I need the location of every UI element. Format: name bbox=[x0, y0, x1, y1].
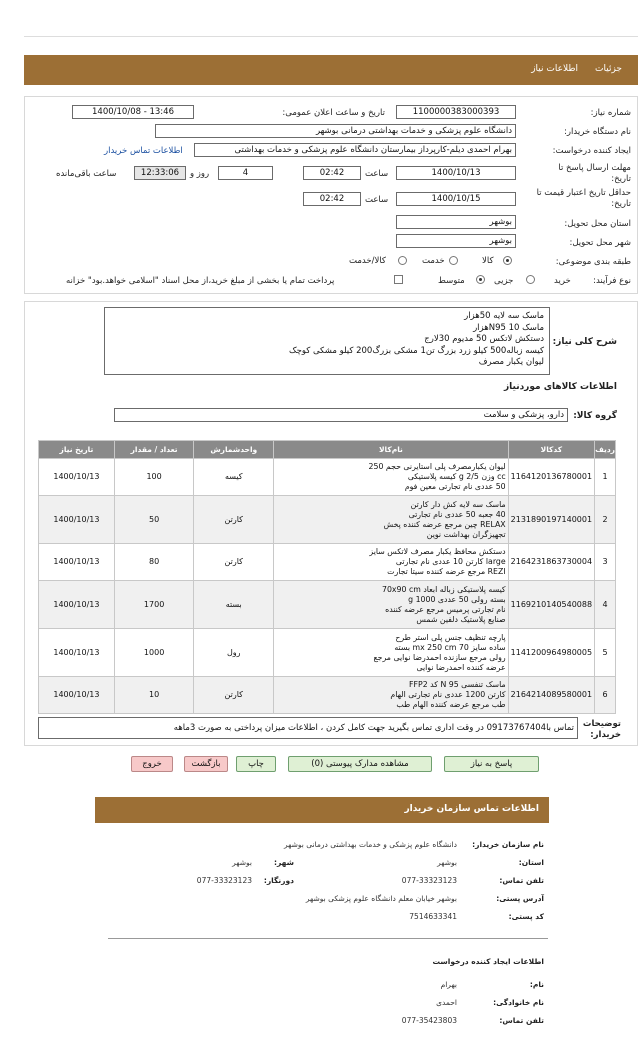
city-field: بوشهر bbox=[396, 234, 516, 248]
col-header-code: کدکالا bbox=[508, 441, 594, 459]
cell-date: 1400/10/13 bbox=[39, 459, 115, 496]
table-row bbox=[39, 677, 616, 714]
contact-postal-value: 7514633341 bbox=[409, 912, 457, 921]
cell-unit: کارتن bbox=[194, 677, 274, 714]
creator-family-value: احمدی bbox=[436, 998, 457, 1007]
contact-divider bbox=[108, 938, 548, 939]
col-header-unit: واحدشمارش bbox=[194, 441, 274, 459]
days-label: روز و bbox=[190, 169, 210, 179]
cell-name: کیسه پلاستیکی زباله ابعاد 70x90 cm بسته رولی 50 عددی 1000 g نام تجارتی پرمیس مرجع عرضه کننده صنایع پلاستیک دلفین شمس bbox=[274, 581, 509, 629]
cell-name: دستکش محافظ یکبار مصرف لاتکس سایز large کارتن 10 عددی نام تجارتی REZI مرجع عرضه کننده سیتا تجارت bbox=[274, 544, 509, 581]
col-header-date: تاریخ نیاز bbox=[39, 441, 115, 459]
contact-fax-value: 077-33323123 bbox=[196, 876, 252, 885]
contact-province-value: بوشهر bbox=[437, 858, 457, 867]
summary-line: ماسک N95 10هزار bbox=[473, 322, 544, 333]
tab-details[interactable]: جزئیات bbox=[595, 64, 622, 74]
cell-code: 1164120136780001 bbox=[508, 459, 594, 496]
attachments-button[interactable]: مشاهده مدارک پیوستی (0) bbox=[288, 756, 432, 772]
cell-unit: کارتن bbox=[194, 496, 274, 544]
cell-index: 3 bbox=[595, 544, 616, 581]
cell-date: 1400/10/13 bbox=[39, 677, 115, 714]
col-header-index: ردیف bbox=[595, 441, 616, 459]
cell-name: ماسک تنفسی N 95 کد FFP2 کارتن 1200 عددی نام تجارتی الهام طب مرجع عرضه کننده الهام طب bbox=[274, 677, 509, 714]
cell-code: 2164214089580001 bbox=[508, 677, 594, 714]
reply-time-label: ساعت bbox=[365, 169, 389, 179]
exit-button[interactable]: خروج bbox=[131, 756, 173, 772]
contact-province-label: استان: bbox=[518, 858, 544, 867]
table-row bbox=[39, 459, 616, 496]
contact-org-label: نام سازمان خریدار: bbox=[472, 840, 544, 849]
cell-name: ماسک سه لایه کش دار کارتن 40 جعبه 50 عددی نام تجارتی RELAX چین مرجع عرضه کننده پخش تجهیزگران بهداشت نوین bbox=[274, 496, 509, 544]
creator-label: ایجاد کننده درخواست: bbox=[552, 146, 631, 156]
creator-tel-label: تلفن تماس: bbox=[499, 1016, 544, 1025]
tab-need-info[interactable]: اطلاعات نیاز bbox=[531, 64, 578, 74]
summary-line: کیسه زباله500 کیلو زرد بزرگ تن1 مشکی بزرگ200 کیلو مشکی کوچک bbox=[288, 345, 544, 356]
cell-code: 1141200964980005 bbox=[508, 629, 594, 677]
reply-time-field: 02:42 bbox=[303, 166, 361, 180]
city-label: شهر محل تحویل: bbox=[569, 238, 631, 248]
radio-medium-label: متوسط bbox=[438, 276, 465, 286]
creator-name-value: بهرام bbox=[440, 980, 457, 989]
reply-button[interactable]: پاسخ به نیاز bbox=[444, 756, 539, 772]
payment-checkbox[interactable] bbox=[394, 275, 403, 284]
cell-unit: رول bbox=[194, 629, 274, 677]
announce-field: 1400/10/08 - 13:46 bbox=[72, 105, 194, 119]
radio-service-label: خدمت bbox=[422, 256, 445, 266]
remaining-label: ساعت باقی‌مانده bbox=[56, 169, 117, 179]
col-header-qty: تعداد / مقدار bbox=[114, 441, 194, 459]
remaining-time-field: 12:33:06 bbox=[134, 166, 186, 180]
province-label: استان محل تحویل: bbox=[564, 219, 631, 229]
cell-code: 2131890197140001 bbox=[508, 496, 594, 544]
cell-code: 1169210140540088 bbox=[508, 581, 594, 629]
radio-goods-service-label: کالا/خدمت bbox=[349, 256, 386, 266]
announce-label: تاریخ و ساعت اعلان عمومی: bbox=[282, 108, 385, 118]
summary-line: لیوان یکبار مصرف bbox=[478, 357, 544, 367]
category-label: طبقه بندی موضوعی: bbox=[555, 257, 631, 267]
cell-unit: کارتن bbox=[194, 544, 274, 581]
cell-date: 1400/10/13 bbox=[39, 629, 115, 677]
buyer-contact-link[interactable]: اطلاعات تماس خریدار bbox=[104, 146, 183, 156]
goods-group-field: دارو، پزشکی و سلامت bbox=[114, 408, 568, 422]
contact-address-value: بوشهر خیابان معلم دانشگاه علوم پزشکی بوشهر bbox=[305, 894, 457, 903]
print-button[interactable]: چاپ bbox=[236, 756, 276, 772]
summary-line: ماسک سه لایه 50هزار bbox=[464, 311, 544, 321]
table-row bbox=[39, 544, 616, 581]
creator-field: بهرام احمدی دیلم-کارپرداز بیمارستان دانشگاه علوم پزشکی و خدمات بهداشتی bbox=[194, 143, 516, 157]
contact-city-label: شهر: bbox=[274, 858, 294, 867]
goods-group-label: گروه کالا: bbox=[573, 411, 617, 421]
contact-postal-label: کد پستی: bbox=[508, 912, 544, 921]
cell-unit: بسته bbox=[194, 581, 274, 629]
col-header-name: نام‌کالا bbox=[274, 441, 509, 459]
need-number-label: شماره نیاز: bbox=[590, 108, 631, 118]
radio-service[interactable] bbox=[449, 256, 458, 265]
summary-line: دستکش لاتکس 50 مدیوم 30لارج bbox=[424, 334, 544, 344]
cell-date: 1400/10/13 bbox=[39, 496, 115, 544]
contact-phone-value: 077-33323123 bbox=[401, 876, 457, 885]
creator-family-label: نام خانوادگی: bbox=[493, 998, 544, 1007]
cell-qty: 10 bbox=[114, 677, 194, 714]
cell-index: 1 bbox=[595, 459, 616, 496]
contact-address-label: آدرس پستی: bbox=[496, 894, 544, 903]
cell-qty: 1000 bbox=[114, 629, 194, 677]
radio-goods[interactable] bbox=[503, 256, 512, 265]
contact-city-value: بوشهر bbox=[232, 858, 252, 867]
cell-index: 4 bbox=[595, 581, 616, 629]
contact-header bbox=[95, 797, 549, 823]
buyer-field: دانشگاه علوم پزشکی و خدمات بهداشتی درمانی بوشهر bbox=[155, 124, 516, 138]
header-bar bbox=[24, 55, 638, 85]
reply-date-field: 1400/10/13 bbox=[396, 166, 516, 180]
province-field: بوشهر bbox=[396, 215, 516, 229]
creator-name-label: نام: bbox=[529, 980, 544, 989]
cell-index: 6 bbox=[595, 677, 616, 714]
table-row bbox=[39, 629, 616, 677]
summary-label: شرح کلی نیاز: bbox=[552, 337, 617, 347]
table-row bbox=[39, 496, 616, 544]
cell-name: پارچه تنظیف جنس پلی استر طرح ساده سایز 70 mx 250 cm بسته رولی مرجع سازنده احمدرضا نوایی مرجع عرضه کننده احمدرضا نوایی bbox=[274, 629, 509, 677]
buyer-label: نام دستگاه خریدار: bbox=[564, 127, 631, 137]
cell-qty: 1700 bbox=[114, 581, 194, 629]
contact-phone-label: تلفن تماس: bbox=[499, 876, 544, 885]
cell-index: 2 bbox=[595, 496, 616, 544]
validity-date-field: 1400/10/15 bbox=[396, 192, 516, 206]
reply-deadline-label: مهلت ارسال پاسخ تا تاریخ: bbox=[558, 163, 631, 184]
cell-date: 1400/10/13 bbox=[39, 581, 115, 629]
cell-code: 2164231863730004 bbox=[508, 544, 594, 581]
notes-label: توضیحات خریدار: bbox=[582, 719, 621, 740]
contact-title: اطلاعات تماس سازمان خریدار bbox=[404, 804, 539, 814]
validity-label: حداقل تاریخ اعتبار قیمت تا تاریخ: bbox=[536, 188, 631, 209]
cell-qty: 80 bbox=[114, 544, 194, 581]
contact-org-value: دانشگاه علوم پزشکی و خدمات بهداشتی درمانی بوشهر bbox=[284, 840, 457, 849]
days-field: 4 bbox=[218, 166, 273, 180]
summary-box bbox=[104, 307, 550, 375]
table-header-row bbox=[39, 441, 616, 459]
process-buy: خرید bbox=[554, 276, 571, 286]
notes-field: تماس با09173767404 در وقت اداری تماس بگیرید جهت کامل کردن ، اطلاعات میزان پرداختی به صورت 3ماهه bbox=[38, 717, 578, 739]
cell-qty: 50 bbox=[114, 496, 194, 544]
need-number-field: 1100000383000393 bbox=[396, 105, 516, 119]
contact-fax-label: دورنگار: bbox=[263, 876, 294, 885]
cell-index: 5 bbox=[595, 629, 616, 677]
validity-time-label: ساعت bbox=[365, 195, 389, 205]
goods-table bbox=[38, 440, 616, 714]
cell-unit: کیسه bbox=[194, 459, 274, 496]
payment-note: پرداخت تمام یا بخشی از مبلغ خرید،از محل اسناد "اسلامی خواهد.بود" خزانه bbox=[66, 276, 335, 286]
back-button[interactable]: بازگشت bbox=[184, 756, 228, 772]
top-divider bbox=[24, 36, 638, 37]
process-label: نوع فرآیند: bbox=[593, 276, 631, 286]
radio-partial-label: جزیی bbox=[494, 276, 514, 286]
cell-name: لیوان یکبارمصرف پلی استایرنی حجم 250 cc وزن 2/5 g کیسه پلاستیکی 50 عددی نام تجارتی معین فوم bbox=[274, 459, 509, 496]
radio-goods-service[interactable] bbox=[398, 256, 407, 265]
creator-info-title: اطلاعات ایجاد کننده درخواست bbox=[432, 957, 544, 966]
goods-section-title: اطلاعات کالاهای موردنیاز bbox=[503, 382, 617, 392]
radio-partial[interactable] bbox=[526, 275, 535, 284]
cell-date: 1400/10/13 bbox=[39, 544, 115, 581]
radio-medium[interactable] bbox=[476, 275, 485, 284]
creator-tel-value: 077-35423803 bbox=[401, 1016, 457, 1025]
table-row bbox=[39, 581, 616, 629]
radio-goods-label: کالا bbox=[482, 256, 494, 266]
cell-qty: 100 bbox=[114, 459, 194, 496]
validity-time-field: 02:42 bbox=[303, 192, 361, 206]
